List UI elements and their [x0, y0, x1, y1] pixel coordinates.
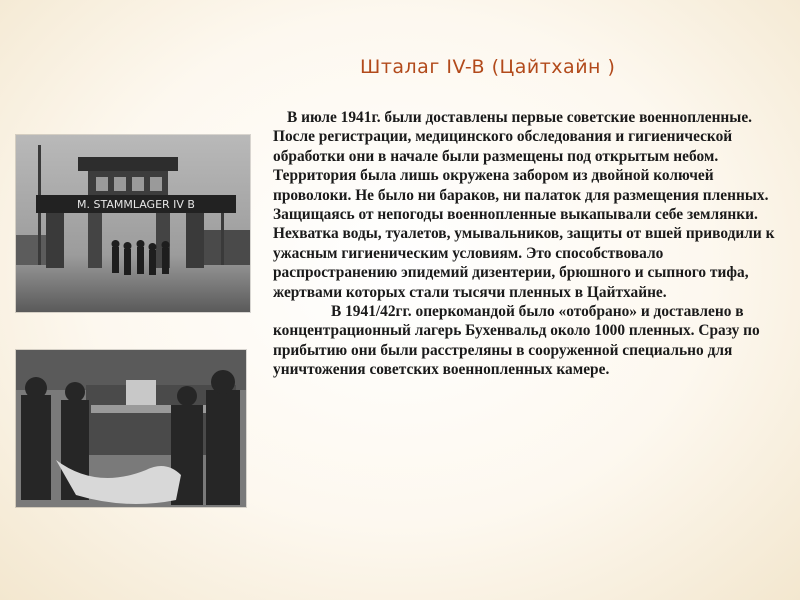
paragraph-2: В 1941/42гг. оперкомандой было «отобрано» и доставлено в концентрационный лагерь Бухенвальд около 1000 пленных. Сразу по прибытию они были расстреляны в сооруженной специально для уничтожения советских военнопленных камере.	[273, 303, 760, 379]
paragraph-1: В июле 1941г. были доставлены первые советские военнопленные. После регистрации, медицинского обследования и гигиенической обработки они в начале были размещены под открытым небом. Территория была лишь окружена забором из двойной колючей проволоки. Не было ни бараков, ни палаток для размещения пленных. Защищаясь от непогоды военнопленные выкапывали себе землянки. Нехватка воды, туалетов, умывальников, защиты от вшей приводили к ужасным гигиеническим условиям. Это способствовало распространению эпидемий дизентерии, брюшного и сыпного тифа, жертвами которых стали тысячи пленных в Цайтхайне.	[273, 109, 775, 301]
prisoners-image	[16, 350, 246, 507]
camp-gate-image	[16, 135, 250, 312]
slide-body	[273, 108, 778, 380]
slide-title: Шталаг IV-B (Цайтхайн )	[360, 56, 616, 78]
camp-gate-photo	[16, 135, 250, 312]
prisoners-photo	[16, 350, 246, 507]
gate-sign-text: M. STAMMLAGER IV B	[77, 198, 195, 211]
